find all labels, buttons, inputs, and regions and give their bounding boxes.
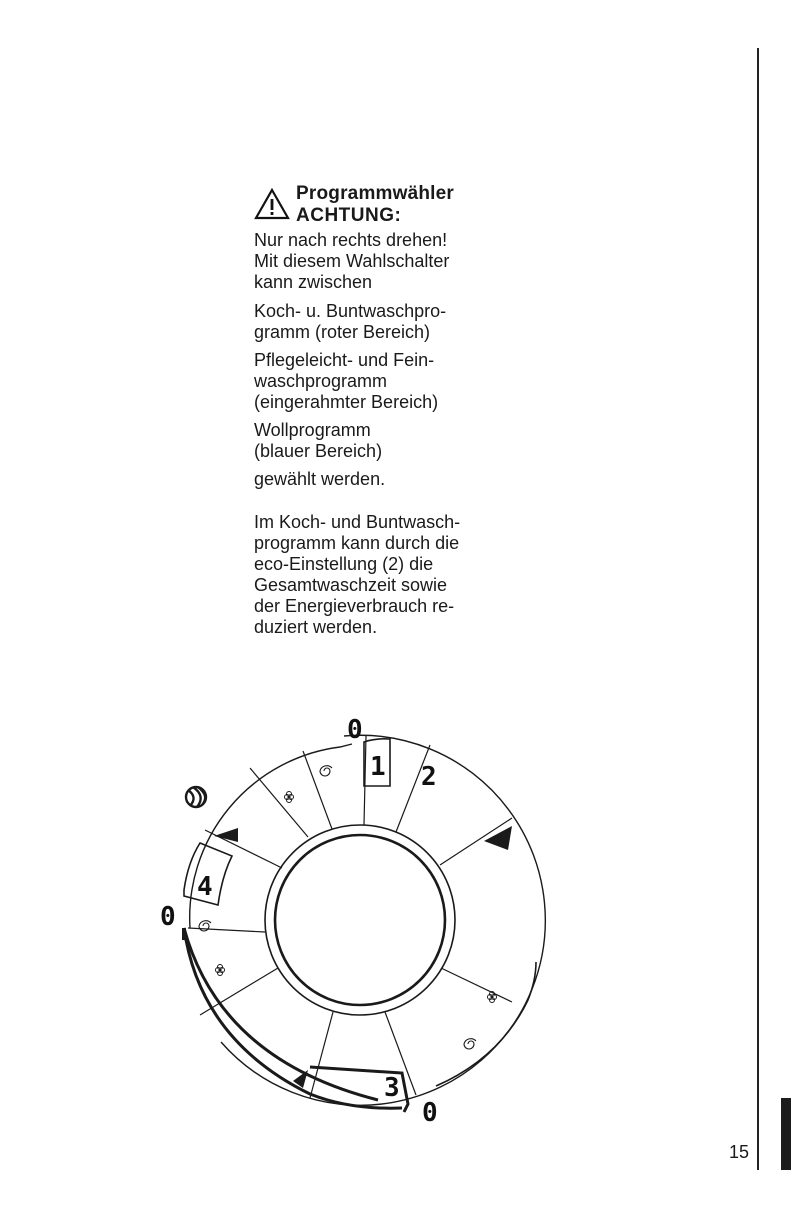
text-line: Mit diesem Wahlschalter — [254, 251, 450, 271]
section-title: Programmwähler — [296, 183, 455, 204]
text-line: Nur nach rechts drehen! — [254, 230, 448, 250]
text-line: eco-Einstellung (2) die — [254, 554, 434, 574]
text-line: Pflegeleicht- und Fein- — [254, 350, 435, 370]
dial-position-1: 1 — [370, 752, 386, 782]
easy-care-frame — [436, 962, 536, 1086]
arrow-icon — [484, 826, 512, 850]
text-line: (eingerahmter Bereich) — [254, 392, 439, 412]
text-line: Koch- u. Buntwaschpro- — [254, 301, 447, 321]
dial-zero-bottom: 0 — [422, 1098, 438, 1128]
text-line: waschprogramm — [254, 371, 388, 391]
option-wool — [254, 420, 382, 462]
text-line: der Energieverbrauch re- — [254, 596, 455, 616]
intro-paragraph — [254, 230, 449, 293]
text-line: gramm (roter Bereich) — [254, 322, 431, 342]
dial-position-4: 4 — [197, 872, 213, 902]
text-line: programm kann durch die — [254, 533, 460, 553]
warning-triangle-icon — [254, 188, 290, 220]
flower-icon — [216, 965, 225, 976]
cotton-band-outer — [184, 928, 402, 1108]
text-line: Wollprogramm — [254, 420, 371, 440]
page-number: 15 — [729, 1142, 750, 1162]
spiral-icon — [464, 1039, 476, 1049]
text-line: kann zwischen — [254, 272, 373, 292]
dial-inner-ring — [265, 825, 455, 1015]
flower-icon — [285, 792, 294, 803]
flower-icon — [488, 992, 497, 1003]
page-margin-rule — [757, 48, 759, 1170]
option-easy-care-delicate — [254, 350, 438, 413]
page-edge-mark — [781, 1098, 791, 1170]
text-line: (blauer Bereich) — [254, 441, 383, 461]
option-cotton-colored — [254, 301, 446, 343]
warning-label: ACHTUNG: — [296, 205, 402, 226]
wool-ball-icon — [186, 787, 206, 807]
program-selector-dial — [140, 700, 580, 1140]
eco-paragraph — [254, 512, 460, 638]
dial-zero-left: 0 — [160, 902, 176, 932]
text-line: Gesamtwaschzeit sowie — [254, 575, 448, 595]
closing-line: gewählt werden. — [254, 469, 386, 489]
dial-position-3: 3 — [384, 1073, 400, 1103]
dial-zero-top: 0 — [347, 715, 363, 745]
dial-position-2: 2 — [421, 762, 437, 792]
text-line: Im Koch- und Buntwasch- — [254, 512, 461, 532]
dial-center-knob — [275, 835, 445, 1005]
text-line: duziert werden. — [254, 617, 378, 637]
spiral-icon — [320, 766, 332, 776]
